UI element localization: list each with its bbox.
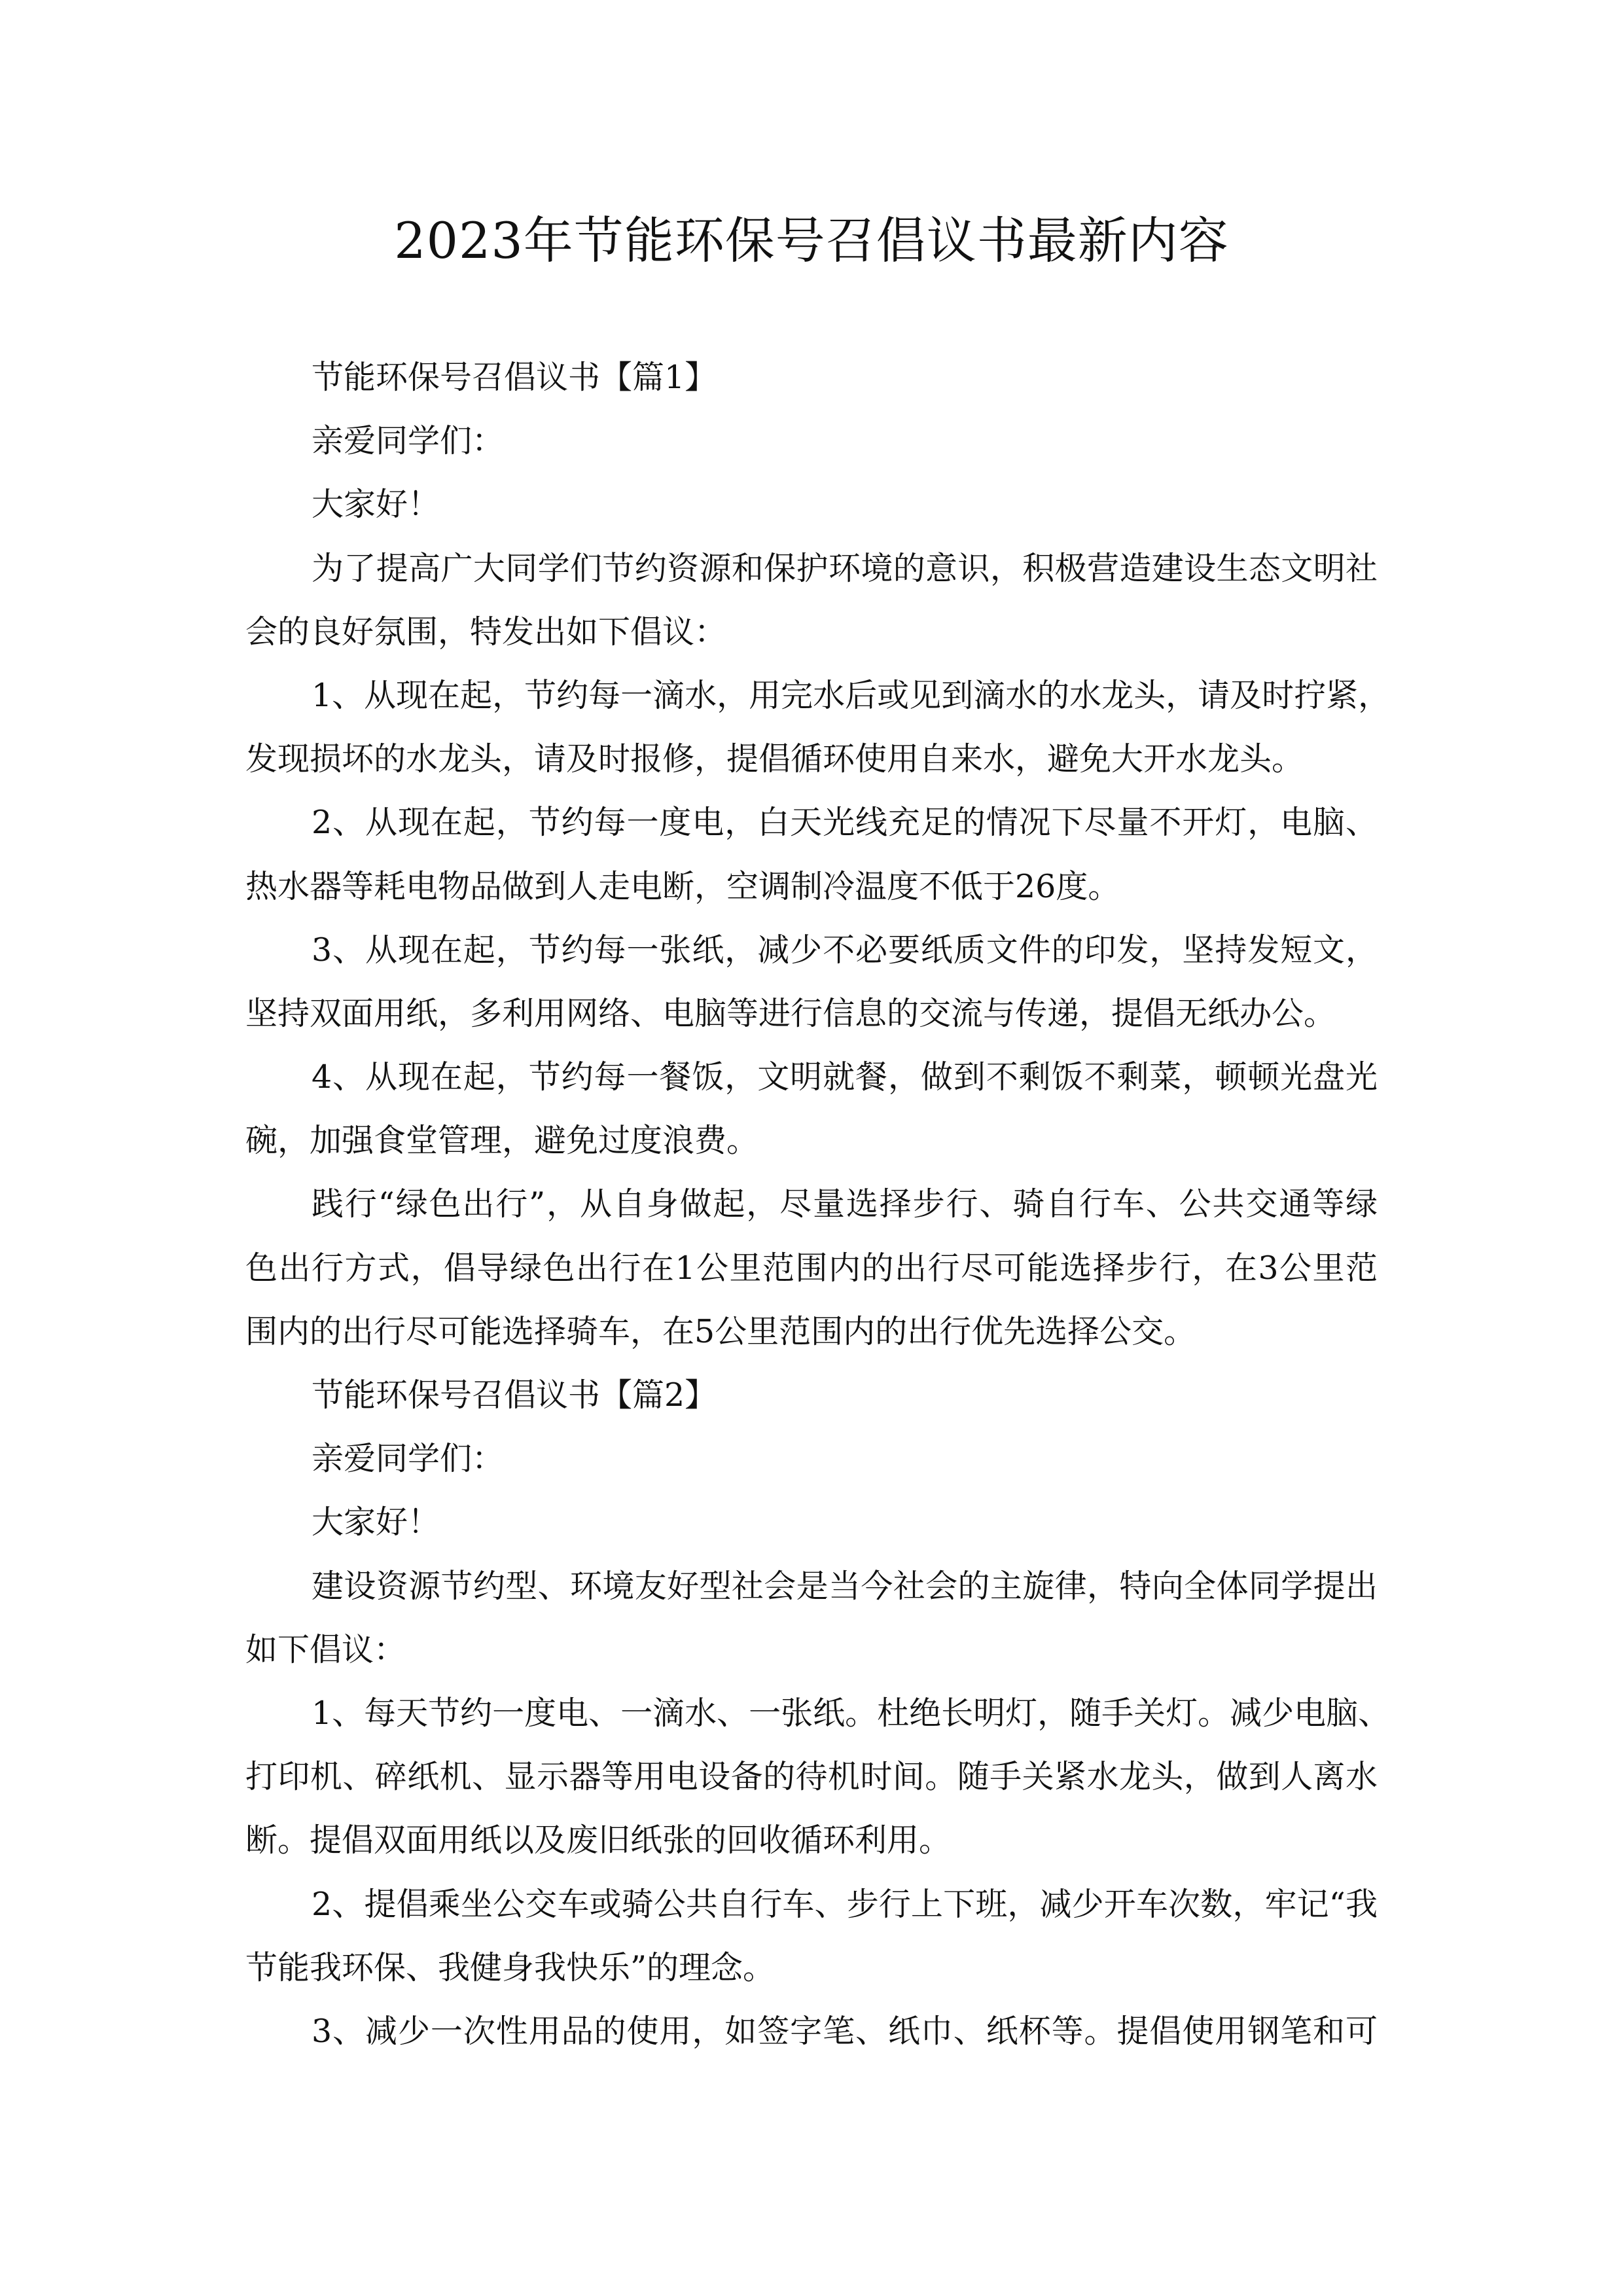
paragraph-line: 为了提高广大同学们节约资源和保护环境的意识，积极营造建设生态文明社: [312, 549, 1378, 587]
document-body: [245, 346, 1391, 2063]
paragraph-line: 断。提倡双面用纸以及废旧纸张的回收循环利用。: [245, 1821, 952, 1859]
paragraph-line: 色出行方式，倡导绿色出行在1公里范围内的出行尽可能选择步行，在3公里范: [245, 1249, 1378, 1287]
paragraph-line: 打印机、碎纸机、显示器等用电设备的待机时间。随手关紧水龙头，做到人离水: [245, 1758, 1378, 1796]
section-heading-2: 节能环保号召倡议书【篇2】: [312, 1376, 717, 1414]
paragraph-line: 2、从现在起，节约每一度电，白天光线充足的情况下尽量不开灯，电脑、: [312, 804, 1378, 842]
section-heading-1: 节能环保号召倡议书【篇1】: [312, 359, 717, 396]
paragraph-line: 建设资源节约型、环境友好型社会是当今社会的主旋律，特向全体同学提出: [312, 1567, 1378, 1605]
paragraph-line: 坚持双面用纸，多利用网络、电脑等进行信息的交流与传递，提倡无纸办公。: [245, 994, 1336, 1032]
paragraph-line: 围内的出行尽可能选择骑车，在5公里范围内的出行优先选择公交。: [245, 1312, 1196, 1350]
paragraph-line: 3、减少一次性用品的使用，如签字笔、纸巾、纸杯等。提倡使用钢笔和可: [312, 2012, 1378, 2050]
salutation: 亲爱同学们：: [312, 422, 505, 460]
greeting: 大家好！: [312, 486, 440, 524]
paragraph-line: 热水器等耗电物品做到人走电断，空调制冷温度不低于26度。: [245, 867, 1120, 905]
paragraph-line: 2、提倡乘坐公交车或骑公共自行车、步行上下班，减少开车次数，牢记“我: [312, 1885, 1378, 1923]
paragraph-line: 践行“绿色出行”，从自身做起，尽量选择步行、骑自行车、公共交通等绿: [312, 1185, 1378, 1223]
greeting: 大家好！: [312, 1503, 440, 1541]
paragraph-line: 3、从现在起，节约每一张纸，减少不必要纸质文件的印发，坚持发短文，: [312, 931, 1378, 969]
paragraph-line: 1、每天节约一度电、一滴水、一张纸。杜绝长明灯，随手关灯。减少电脑、: [312, 1694, 1391, 1732]
paragraph-line: 如下倡议：: [245, 1630, 406, 1668]
paragraph-line: 4、从现在起，节约每一餐饭，文明就餐，做到不剩饭不剩菜，顿顿光盘光: [312, 1058, 1378, 1096]
paragraph-line: 会的良好氛围，特发出如下倡议：: [245, 613, 727, 651]
paragraph-line: 1、从现在起，节约每一滴水，用完水后或见到滴水的水龙头，请及时拧紧，: [312, 676, 1391, 714]
salutation: 亲爱同学们：: [312, 1440, 505, 1478]
paragraph-line: 发现损坏的水龙头，请及时报修，提倡循环使用自来水，避免大开水龙头。: [245, 740, 1304, 778]
paragraph-line: 碗，加强食堂管理，避免过度浪费。: [245, 1122, 759, 1160]
paragraph-line: 节能我环保、我健身我快乐”的理念。: [245, 1948, 776, 1986]
document-title: 2023年节能环保号召倡议书最新内容: [394, 211, 1229, 270]
